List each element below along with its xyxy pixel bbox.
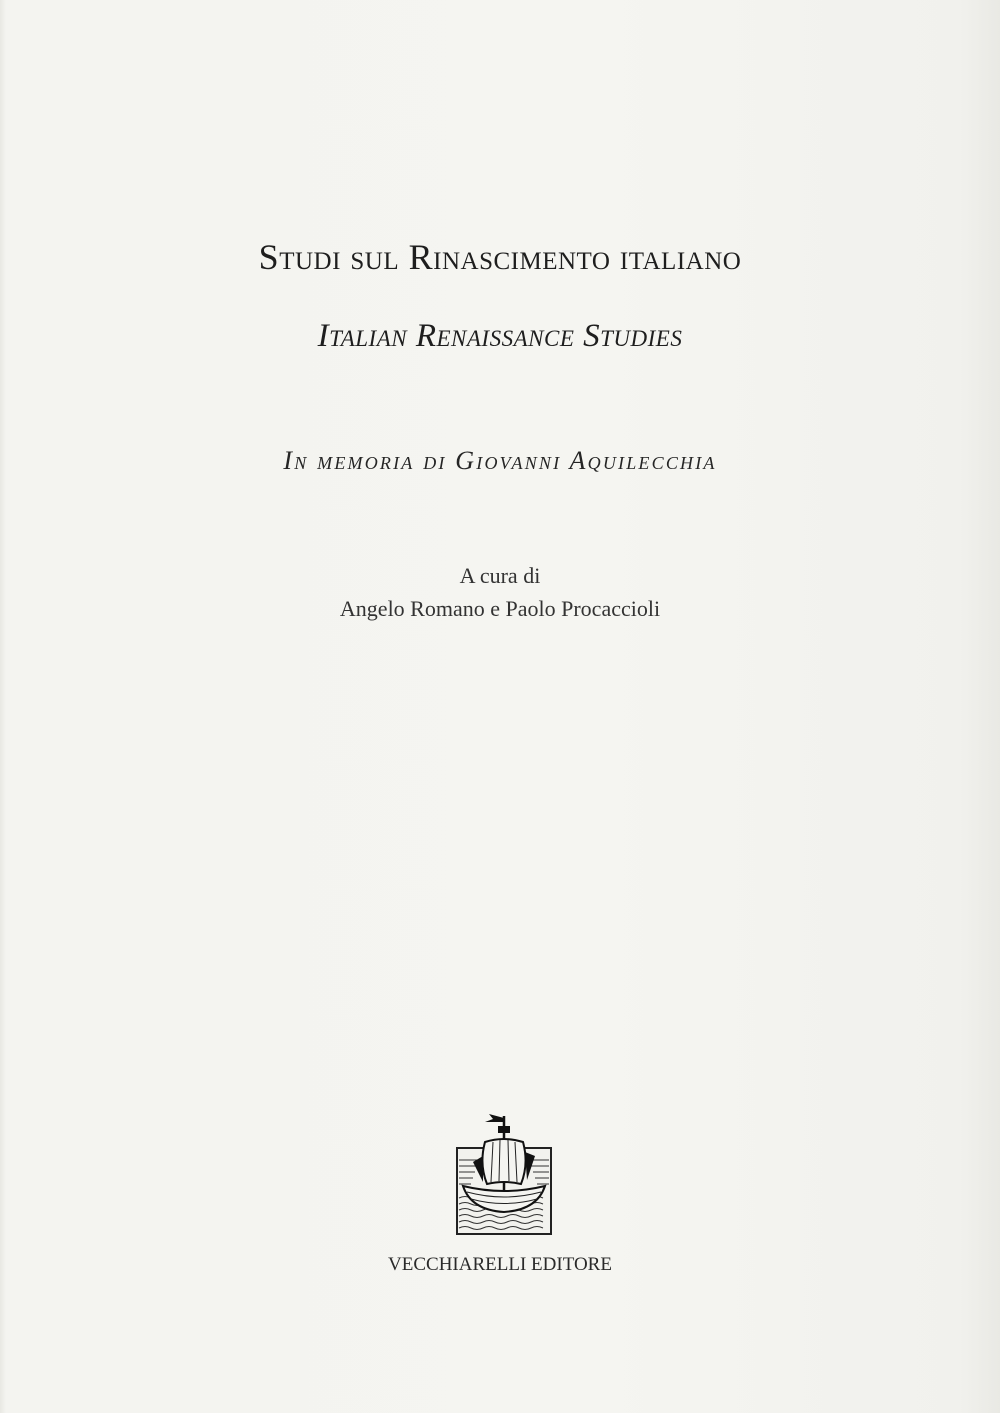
publisher-name: VECCHIARELLI EDITORE — [388, 1254, 612, 1275]
dedication: In memoria di Giovanni Aquilecchia — [283, 446, 717, 475]
title-italian: Studi sul Rinascimento italiano — [258, 237, 742, 277]
title-english: Italian Renaissance Studies — [317, 318, 683, 354]
ship-woodcut-icon — [455, 1112, 553, 1237]
curators: Angelo Romano e Paolo Procaccioli — [339, 596, 661, 621]
curator-label: A cura di — [459, 563, 541, 588]
